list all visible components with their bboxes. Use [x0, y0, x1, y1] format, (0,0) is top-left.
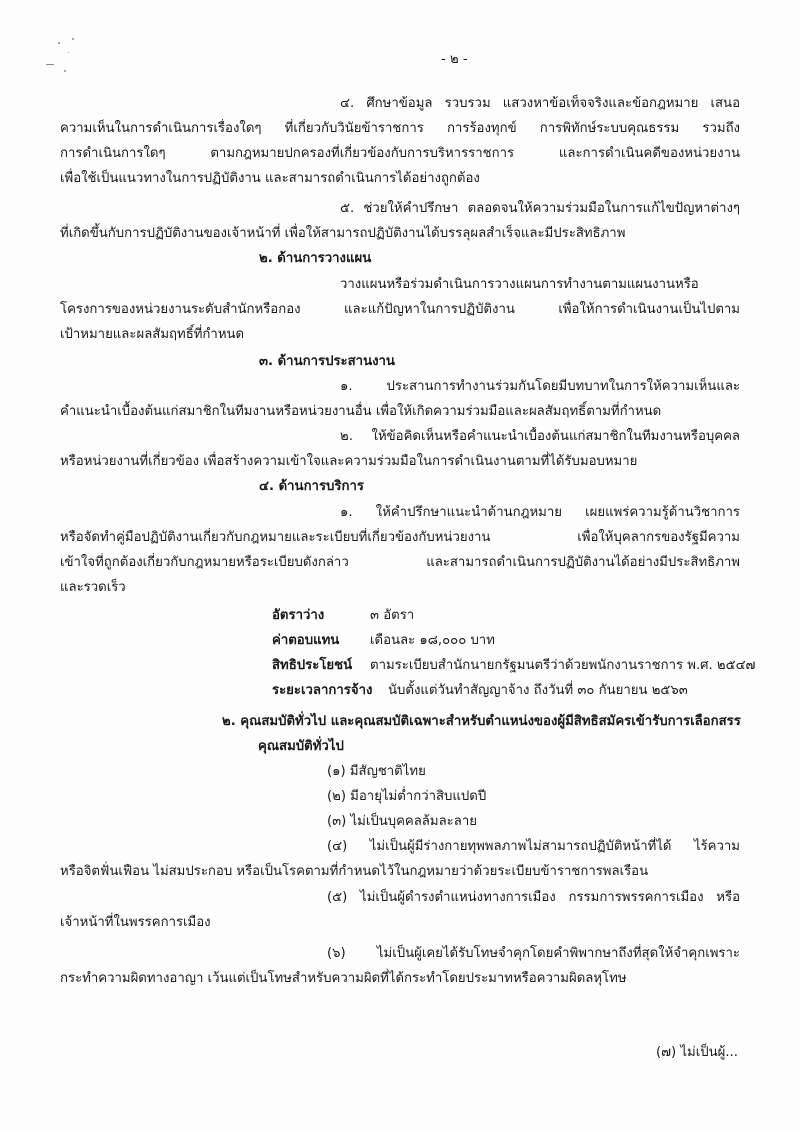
paragraph-line: กระทำความผิดทางอาญา เว้นแต่เป็นโทษสำหรับความผิดที่ได้กระทำโดยประมาทหรือความผิดลหุโทษ [60, 971, 627, 986]
detail-label: ค่าตอบแทน [272, 633, 340, 648]
subsection-heading: คุณสมบัติทั่วไป [258, 739, 344, 754]
paragraph-line: เจ้าหน้าที่ในพรรคการเมือง [60, 915, 211, 930]
paragraph-line: ที่เกิดขึ้นกับการปฏิบัติงานของเจ้าหน้าที่ เพื่อให้สามารถปฏิบัติงานได้บรรลุผลสำเร็จและมีประสิทธิภาพ [60, 226, 626, 241]
list-item: (๖) ไม่เป็นผู้เคยได้รับโทษจำคุกโดยคำพิพากษาถึงที่สุดให้จำคุกเพราะ [327, 946, 740, 961]
paragraph-line: เพื่อใช้เป็นแนวทางในการปฏิบัติงาน และสามารถดำเนินการได้อย่างถูกต้อง [60, 171, 480, 186]
paragraph-line: คำแนะนำเบื้องต้นแก่สมาชิกในทีมงานหรือหน่วยงานอื่น เพื่อให้เกิดความร่วมมือและผลสัมฤทธิ์ตามที่กำหนด [60, 404, 662, 419]
detail-label: อัตราว่าง [272, 608, 325, 623]
list-item: (๕) ไม่เป็นผู้ดำรงตำแหน่งทางการเมือง กรรมการพรรคการเมือง หรือ [327, 890, 740, 905]
paragraph-line: การดำเนินการใดๆ ตามกฎหมายปกครองที่เกี่ยวข้องกับการบริหารราชการ และการดำเนินคดีของหน่วยงาน [60, 146, 740, 161]
section-heading: ๒. ด้านการวางแผน [259, 251, 372, 266]
list-item: (๔) ไม่เป็นผู้มีร่างกายทุพพลภาพไม่สามารถปฏิบัติหน้าที่ได้ ไร้ความ [327, 839, 740, 854]
list-item: (๑) มีสัญชาติไทย [327, 764, 426, 779]
section-heading: ๔. ด้านการบริการ [259, 479, 364, 494]
detail-value: เดือนละ ๑๘,๐๐๐ บาท [370, 633, 495, 648]
detail-label: สิทธิประโยชน์ [272, 658, 353, 673]
paragraph-line: ๕. ช่วยให้คำปรึกษา ตลอดจนให้ความร่วมมือในการแก้ไขปัญหาต่างๆ [340, 201, 740, 216]
paragraph-line: ๒. ให้ข้อคิดเห็นหรือคำแนะนำเบื้องต้นแก่สมาชิกในทีมงานหรือบุคคล [340, 429, 740, 444]
paragraph-line: ๑. ประสานการทำงานร่วมกันโดยมีบทบาทในการให้ความเห็นและ [340, 379, 740, 394]
detail-value: นับตั้งแต่วันทำสัญญาจ้าง ถึงวันที่ ๓๐ กันยายน ๒๕๖๓ [388, 683, 688, 698]
paragraph-line: เข้าใจที่ถูกต้องเกี่ยวกับกฎหมายหรือระเบียบดังกล่าว และสามารถดำเนินการปฏิบัติงานได้อย่างมีประสิทธิภาพ [60, 555, 740, 570]
list-item: (๒) มีอายุไม่ต่ำกว่าสิบแปดปี [327, 789, 487, 804]
paragraph-line: โครงการของหน่วยงานระดับสำนักหรือกอง และแก้ปัญหาในการปฏิบัติงาน เพื่อให้การดำเนินงานเป็นไปตาม [60, 302, 740, 317]
detail-label: ระยะเวลาการจ้าง [272, 683, 373, 698]
section-heading: ๓. ด้านการประสานงาน [259, 354, 395, 369]
section-heading: ๒. คุณสมบัติทั่วไป และคุณสมบัติเฉพาะสำหรับตำแหน่งของผู้มีสิทธิสมัครเข้ารับการเลือกสรร [222, 714, 741, 729]
page-number: - ๒ - [441, 52, 468, 67]
paragraph-line: หรือจัดทำคู่มือปฏิบัติงานเกี่ยวกับกฎหมายและระเบียบที่เกี่ยวข้องกับหน่วยงาน เพื่อให้บุคลากรของรัฐมีความ [60, 530, 740, 545]
paragraph-line: เป้าหมายและผลสัมฤทธิ์ที่กำหนด [60, 327, 245, 342]
paragraph-line: และรวดเร็ว [60, 580, 126, 595]
paragraph-line: ๔. ศึกษาข้อมูล รวบรวม แสวงหาข้อเท็จจริงและข้อกฎหมาย เสนอ [340, 96, 740, 111]
paragraph-line: หรือจิตฟั่นเฟือน ไม่สมประกอบ หรือเป็นโรคตามที่กำหนดไว้ในกฎหมายว่าด้วยระเบียบข้าราชการพลเรือน [60, 864, 649, 879]
list-item: (๓) ไม่เป็นบุคคลล้มละลาย [327, 814, 477, 829]
paragraph-line: ความเห็นในการดำเนินการเรื่องใดๆ ที่เกี่ยวกับวินัยข้าราชการ การร้องทุกข์ การพิทักษ์ระบบคุณธรรม รวมถึง [60, 121, 740, 136]
continuation-text: (๗) ไม่เป็นผู้... [656, 1045, 738, 1060]
paragraph-line: หรือหน่วยงานที่เกี่ยวข้อง เพื่อสร้างความเข้าใจและความร่วมมือในการดำเนินงานตามที่ได้รับมอบหมาย [60, 454, 638, 469]
detail-value: ตามระเบียบสำนักนายกรัฐมนตรีว่าด้วยพนักงานราชการ พ.ศ. ๒๕๔๗ [370, 658, 756, 673]
detail-value: ๓ อัตรา [370, 608, 415, 623]
paragraph-line: วางแผนหรือร่วมดำเนินการวางแผนการทำงานตามแผนงานหรือ [340, 277, 699, 292]
paragraph-line: ๑. ให้คำปรึกษาแนะนำด้านกฎหมาย เผยแพร่ความรู้ด้านวิชาการ [340, 505, 740, 520]
